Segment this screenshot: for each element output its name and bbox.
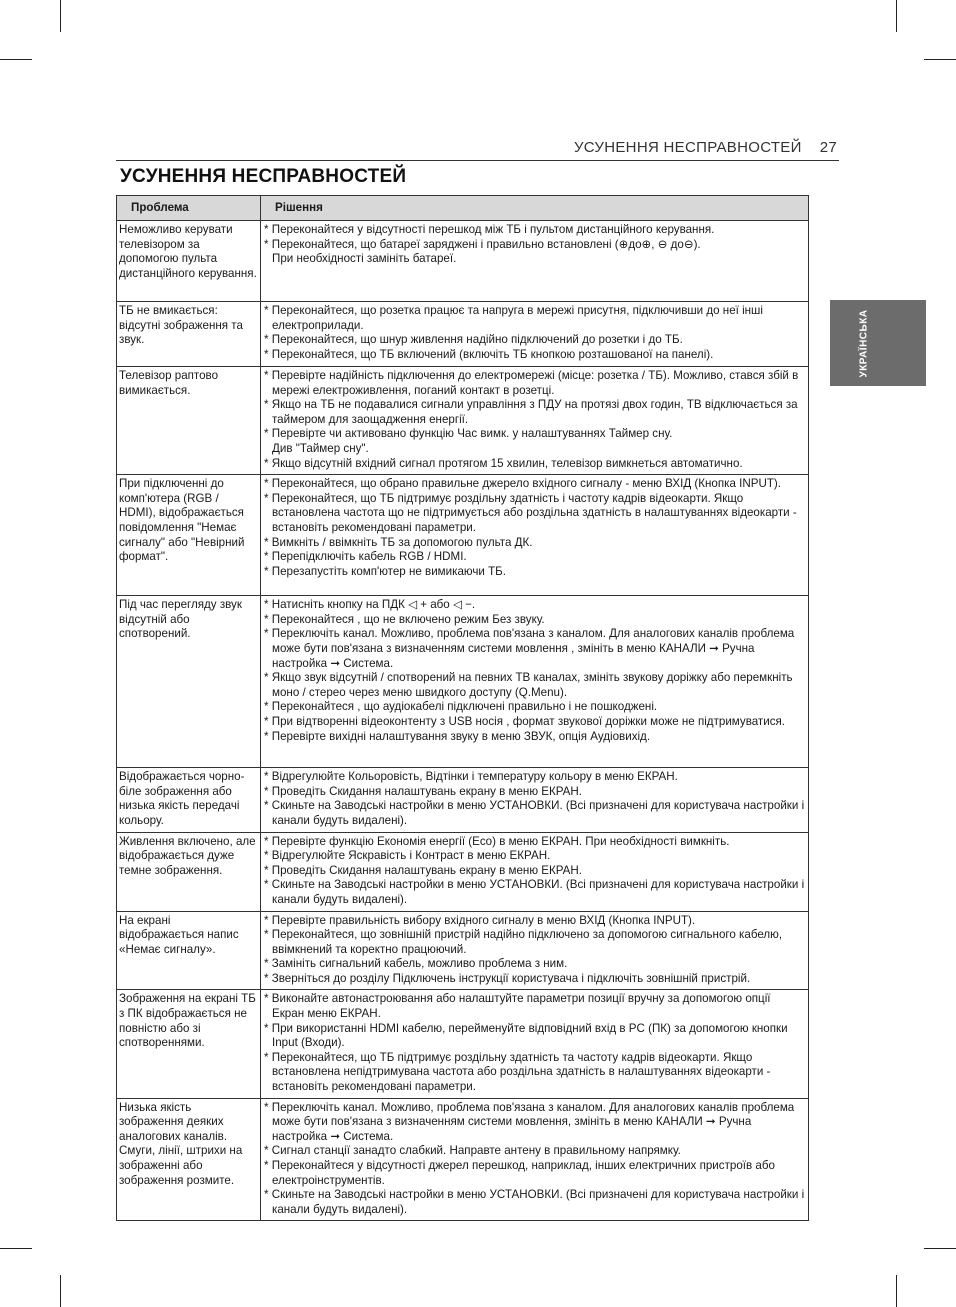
header-rule — [116, 160, 839, 161]
solution-line: * Перевірте чи активовано функцію Час вимк. у налаштуваннях Таймер сну. — [264, 427, 673, 441]
solution-line: При необхідності замініть батареї. — [272, 252, 457, 266]
table-row — [117, 596, 809, 768]
crop-mark — [924, 59, 956, 60]
solution-line: * Якщо на ТБ не подавалися сигнали управління з ПДУ на протязі двох годин, ТВ відключається за таймером для заощадження енергії. — [264, 398, 798, 426]
solution-line: * Перевірте надійність підключення до електромережі (місце: розетка / ТБ). Можливо, стався збій в мережі електроживлення, поганий контакт в розетці. — [264, 369, 799, 397]
solution-cell — [261, 221, 809, 302]
solution-cell — [261, 596, 809, 768]
solution-line: * Переконайтеся, що шнур живлення надійно підключений до розетки і до ТБ. — [264, 333, 683, 347]
solution-line: * При використанні HDMI кабелю, перейменуйте відповідний вхід в PC (ПК) за допомогою кнопки Input (Входи). — [264, 1021, 788, 1050]
table-row — [117, 768, 809, 832]
table-header-row — [117, 196, 809, 221]
problem-cell: Неможливо керувати телевізором за допомогою пульта дистанційного керування. — [117, 221, 261, 302]
solution-line: * Виконайте автонастроювання або налаштуйте параметри позиції вручну за допомогою опції Екран меню ЕКРАН. — [264, 992, 771, 1021]
solution-line: * Перезапустіть комп'ютер не вимикаючи ТБ. — [264, 564, 506, 578]
solution-line: * Сигнал станції занадто слабкий. Направте антену в правильному напрямку. — [264, 1144, 681, 1158]
solution-line: * Проведіть Скидання налаштувань екрану в меню ЕКРАН. — [264, 863, 583, 877]
solution-line: * Переконайтеся, що ТБ підтримує роздільну здатність та частоту кадрів відеокарти. Якщо встановлена непідтримувана частота або роздільна здатність в налаштуваннях відеокарти - встановіть рекомендовані параметри. — [264, 1050, 771, 1094]
problem-cell: Живлення включено, але відображається дуже темне зображення. — [117, 832, 261, 911]
solution-line: * Відрегулюйте Кольоровість, Відтінки і температуру кольору в меню ЕКРАН. — [264, 770, 678, 784]
troubleshooting-table — [116, 195, 809, 1221]
solution-cell — [261, 911, 809, 990]
language-tab-label: УКРАЇНСЬКА — [858, 308, 870, 378]
column-header-solution: Рішення — [261, 196, 809, 221]
solution-line: * Замініть сигнальний кабель, можливо проблема з ним. — [264, 957, 568, 971]
solution-cell — [261, 832, 809, 911]
solution-line: * Переконайтеся, що обрано правильне джерело вхідного сигналу - меню ВХІД (Кнопка INPUT). — [264, 477, 781, 491]
problem-cell: ТБ не вмикається: відсутні зображення та звук. — [117, 302, 261, 367]
solution-line: * Переключіть канал. Можливо, проблема пов'язана з каналом. Для аналогових каналів проблема може бути пов'язана з визначенням системи мовлення , змініть в меню КАНАЛИ ➞ Ручна настройка ➞ Система. — [264, 627, 795, 670]
solution-line: * Перепідключіть кабель RGB / HDMI. — [264, 550, 467, 564]
running-title: УСУНЕННЯ НЕСПРАВНОСТЕЙ — [573, 139, 802, 156]
table-row — [117, 911, 809, 990]
solution-line: * Відрегулюйте Яскравість і Контраст в меню ЕКРАН. — [264, 849, 551, 863]
solution-cell — [261, 302, 809, 367]
solution-line: * Скиньте на Заводські настройки в меню УСТАНОВКИ. (Всі призначені для користувача настройки і канали будуть видалені). — [264, 799, 805, 827]
solution-cell — [261, 367, 809, 475]
solution-line: * Переконайтеся , що аудіокабелі підключені правильно і не пошкоджені. — [264, 700, 658, 714]
solution-line: * Переконайтеся, що ТБ включений (включіть ТБ кнопкою розташованої на панелі). — [264, 347, 714, 361]
solution-line: * Переконайтеся, що зовнішній пристрій надійно підключено за допомогою сигнального кабелю, ввімкнений та коректно працюючий. — [264, 928, 783, 956]
solution-line: * Переключіть канал. Можливо, проблема пов'язана з каналом. Для аналогових каналів проблема може бути пов'язана з визначенням системи мовлення, змініть в меню КАНАЛИ ➞ Ручна настройка ➞ Система. — [264, 1100, 795, 1143]
page-number: 27 — [819, 139, 837, 156]
table-row — [117, 302, 809, 367]
solution-line: * Проведіть Скидання налаштувань екрану в меню ЕКРАН. — [264, 784, 583, 798]
solution-line: Див "Таймер сну". — [272, 441, 369, 455]
column-header-problem: Проблема — [117, 196, 261, 221]
solution-line: * Перевірте правильність вибору вхідного сигналу в меню ВХІД (Кнопка INPUT). — [264, 913, 696, 927]
solution-line: * Якщо звук відсутній / спотворений на певних ТВ каналах, змініть звукову доріжку або перемкніть моно / стерео через меню швидкого доступу (Q.Menu). — [264, 671, 793, 699]
solution-line: * Перевірте функцію Економія енергії (Eco) в меню ЕКРАН. При необхідності вимкніть. — [264, 834, 730, 848]
crop-mark — [0, 1248, 32, 1249]
language-tab — [830, 300, 926, 386]
solution-line: * При відтворенні відеоконтенту з USB носія , формат звукової доріжки може не підтримуватися. — [264, 714, 786, 728]
solution-line: * Переконайтеся, що ТБ підтримує роздільну здатність і частоту кадрів відеокарти. Якщо встановлена частота що не підтримується або роздільна здатність в налаштуваннях відеокарти - встановіть рекомендовані параметри. — [264, 491, 797, 534]
problem-cell: Низька якість зображення деяких аналогових каналів. Смуги, лінії, штрихи на зображенні або зображення розмите. — [117, 1098, 261, 1221]
crop-mark — [60, 0, 61, 32]
crop-mark — [924, 1248, 956, 1249]
crop-mark — [0, 59, 32, 60]
table-row — [117, 832, 809, 911]
page-title: УСУНЕННЯ НЕСПРАВНОСТЕЙ — [120, 166, 407, 187]
problem-cell: Зображення на екрані ТБ з ПК відображається не повністю або зі спотвореннями. — [117, 990, 261, 1098]
problem-cell: При підключенні до комп'ютера (RGB / HDMI), відображається повідомлення "Немає сигналу" або "Невірний формат". — [117, 475, 261, 596]
crop-mark — [896, 1275, 897, 1307]
solution-line: * Вимкніть / ввімкніть ТБ за допомогою пульта ДК. — [264, 535, 533, 549]
table-row — [117, 990, 809, 1098]
problem-cell: На екрані відображається напис «Немає сигналу». — [117, 911, 261, 990]
solution-line: * Переконайтеся у відсутності джерел перешкод, наприклад, інших електричних пристроїв або електроінструментів. — [264, 1159, 775, 1187]
solution-cell — [261, 990, 809, 1098]
table-row — [117, 367, 809, 475]
solution-cell — [261, 1098, 809, 1221]
solution-line: * Переконайтеся, що розетка працює та напруга в мережі присутня, підключивши до неї інші електроприлади. — [264, 304, 763, 332]
solution-cell — [261, 475, 809, 596]
table-row — [117, 475, 809, 596]
running-header — [0, 139, 837, 156]
crop-mark — [896, 0, 897, 32]
solution-line: * Скиньте на Заводські настройки в меню УСТАНОВКИ. (Всі призначені для користувача настройки і канали будуть видалені). — [264, 878, 805, 906]
solution-line: * Натисніть кнопку на ПДК ◁ + або ◁ −. — [264, 598, 476, 612]
problem-cell: Телевізор раптово вимикається. — [117, 367, 261, 475]
crop-mark — [60, 1275, 61, 1307]
table-row — [117, 221, 809, 302]
solution-line: * Переконайтеся, що батареї заряджені і правильно встановлені (⊕до⊕, ⊖ до⊖). — [264, 237, 701, 251]
solution-line: * Переконайтеся у відсутності перешкод між ТБ і пультом дистанційного керування. — [264, 223, 715, 236]
solution-line: * Зверніться до розділу Підключень інструкції користувача і підключіть зовнішній пристрій. — [264, 971, 751, 985]
solution-line: * Скиньте на Заводські настройки в меню УСТАНОВКИ. (Всі призначені для користувача настройки і канали будуть видалені). — [264, 1188, 805, 1216]
solution-line: * Якщо відсутній вхідний сигнал протягом 15 хвилин, телевізор вимкнеться автоматично. — [264, 456, 743, 470]
problem-cell: Відображається чорно-біле зображення або низька якість передачі кольору. — [117, 768, 261, 832]
solution-line: * Перевірте вихідні налаштування звуку в меню ЗВУК, опція Аудіовихід. — [264, 729, 651, 743]
problem-cell: Під час перегляду звук відсутній або спотворений. — [117, 596, 261, 768]
solution-cell — [261, 768, 809, 832]
table-row — [117, 1098, 809, 1221]
solution-line: * Переконайтеся , що не включено режим Без звуку. — [264, 612, 545, 626]
